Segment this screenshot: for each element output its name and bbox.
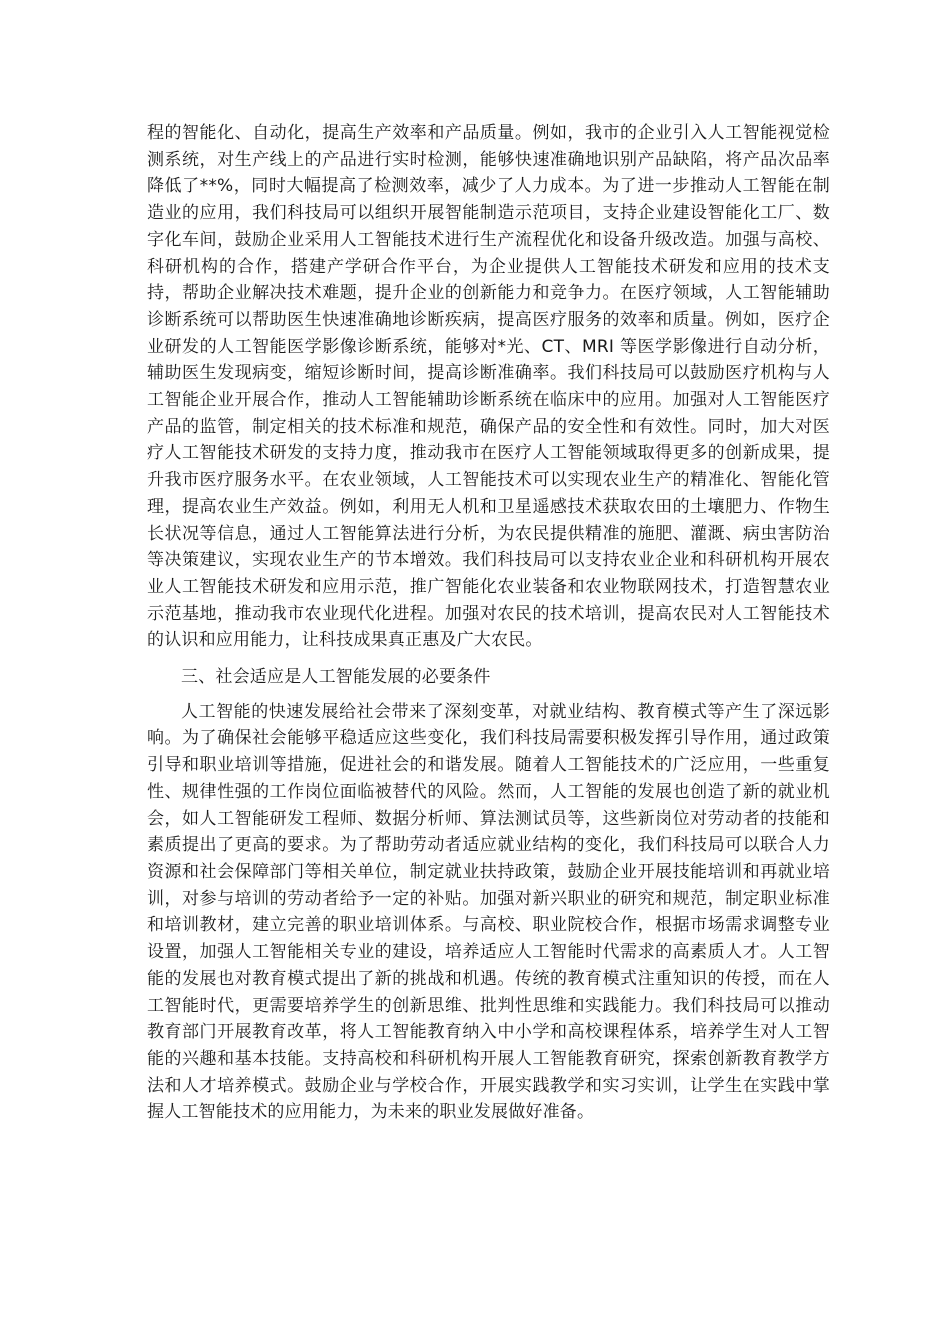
body-paragraph-continued: 程的智能化、自动化，提高生产效率和产品质量。例如，我市的企业引入人工智能视觉检测系统，对生产线上的产品进行实时检测，能够快速准确地识别产品缺陷，将产品次品率降低了**%，同时大幅提高了检测效率，减少了人力成本。为了进一步推动人工智能在制造业的应用，我们科技局可以组织开展智能制造示范项目，支持企业建设智能化工厂、数字化车间，鼓励企业采用人工智能技术进行生产流程优化和设备升级改造。加强与高校、科研机构的合作，搭建产学研合作平台，为企业提供人工智能技术研发和应用的技术支持，帮助企业解决技术难题，提升企业的创新能力和竞争力。在医疗领域，人工智能辅助诊断系统可以帮助医生快速准确地诊断疾病，提高医疗服务的效率和质量。例如，医疗企业研发的人工智能医学影像诊断系统，能够对*光、CT、MRI 等医学影像进行自动分析，辅助医生发现病变，缩短诊断时间，提高诊断准确率。我们科技局可以鼓励医疗机构与人工智能企业开展合作，推动人工智能辅助诊断系统在临床中的应用。加强对人工智能医疗产品的监管，制定相关的技术标准和规范，确保产品的安全性和有效性。同时，加大对医疗人工智能技术研发的支持力度，推动我市在医疗人工智能领域取得更多的创新成果，提升我市医疗服务水平。在农业领域，人工智能技术可以实现农业生产的精准化、智能化管理，提高农业生产效益。例如，利用无人机和卫星遥感技术获取农田的土壤肥力、作物生长状况等信息，通过人工智能算法进行分析，为农民提供精准的施肥、灌溉、病虫害防治等决策建议，实现农业生产的节本增效。我们科技局可以支持农业企业和科研机构开展农业人工智能技术研发和应用示范，推广智能化农业装备和农业物联网技术，打造智慧农业示范基地，推动我市农业现代化进程。加强对农民的技术培训，提高农民对人工智能技术的认识和应用能力，让科技成果真正惠及广大农民。 [147, 123, 830, 651]
document-page [147, 120, 830, 1126]
section-heading: 三、社会适应是人工智能发展的必要条件 [181, 667, 491, 688]
body-paragraph: 人工智能的快速发展给社会带来了深刻变革，对就业结构、教育模式等产生了深远影响。为了确保社会能够平稳适应这些变化，我们科技局需要积极发挥引导作用，通过政策引导和职业培训等措施，促进社会的和谐发展。随着人工智能技术的广泛应用，一些重复性、规律性强的工作岗位面临被替代的风险。然而，人工智能的发展也创造了新的就业机会，如人工智能研发工程师、数据分析师、算法测试员等，这些新岗位对劳动者的技能和素质提出了更高的要求。为了帮助劳动者适应就业结构的变化，我们科技局可以联合人力资源和社会保障部门等相关单位，制定就业扶持政策，鼓励企业开展技能培训和再就业培训，对参与培训的劳动者给予一定的补贴。加强对新兴职业的研究和规范，制定职业标准和培训教材，建立完善的职业培训体系。与高校、职业院校合作，根据市场需求调整专业设置，加强人工智能相关专业的建设，培养适应人工智能时代需求的高素质人才。人工智能的发展也对教育模式提出了新的挑战和机遇。传统的教育模式注重知识的传授，而在人工智能时代，更需要培养学生的创新思维、批判性思维和实践能力。我们科技局可以推动教育部门开展教育改革，将人工智能教育纳入中小学和高校课程体系，培养学生对人工智能的兴趣和基本技能。支持高校和科研机构开展人工智能教育研究，探索创新教育教学方法和人才培养模式。鼓励企业与学校合作，开展实践教学和实习实训，让学生在实践中掌握人工智能技术的应用能力，为未来的职业发展做好准备。 [147, 701, 830, 1123]
